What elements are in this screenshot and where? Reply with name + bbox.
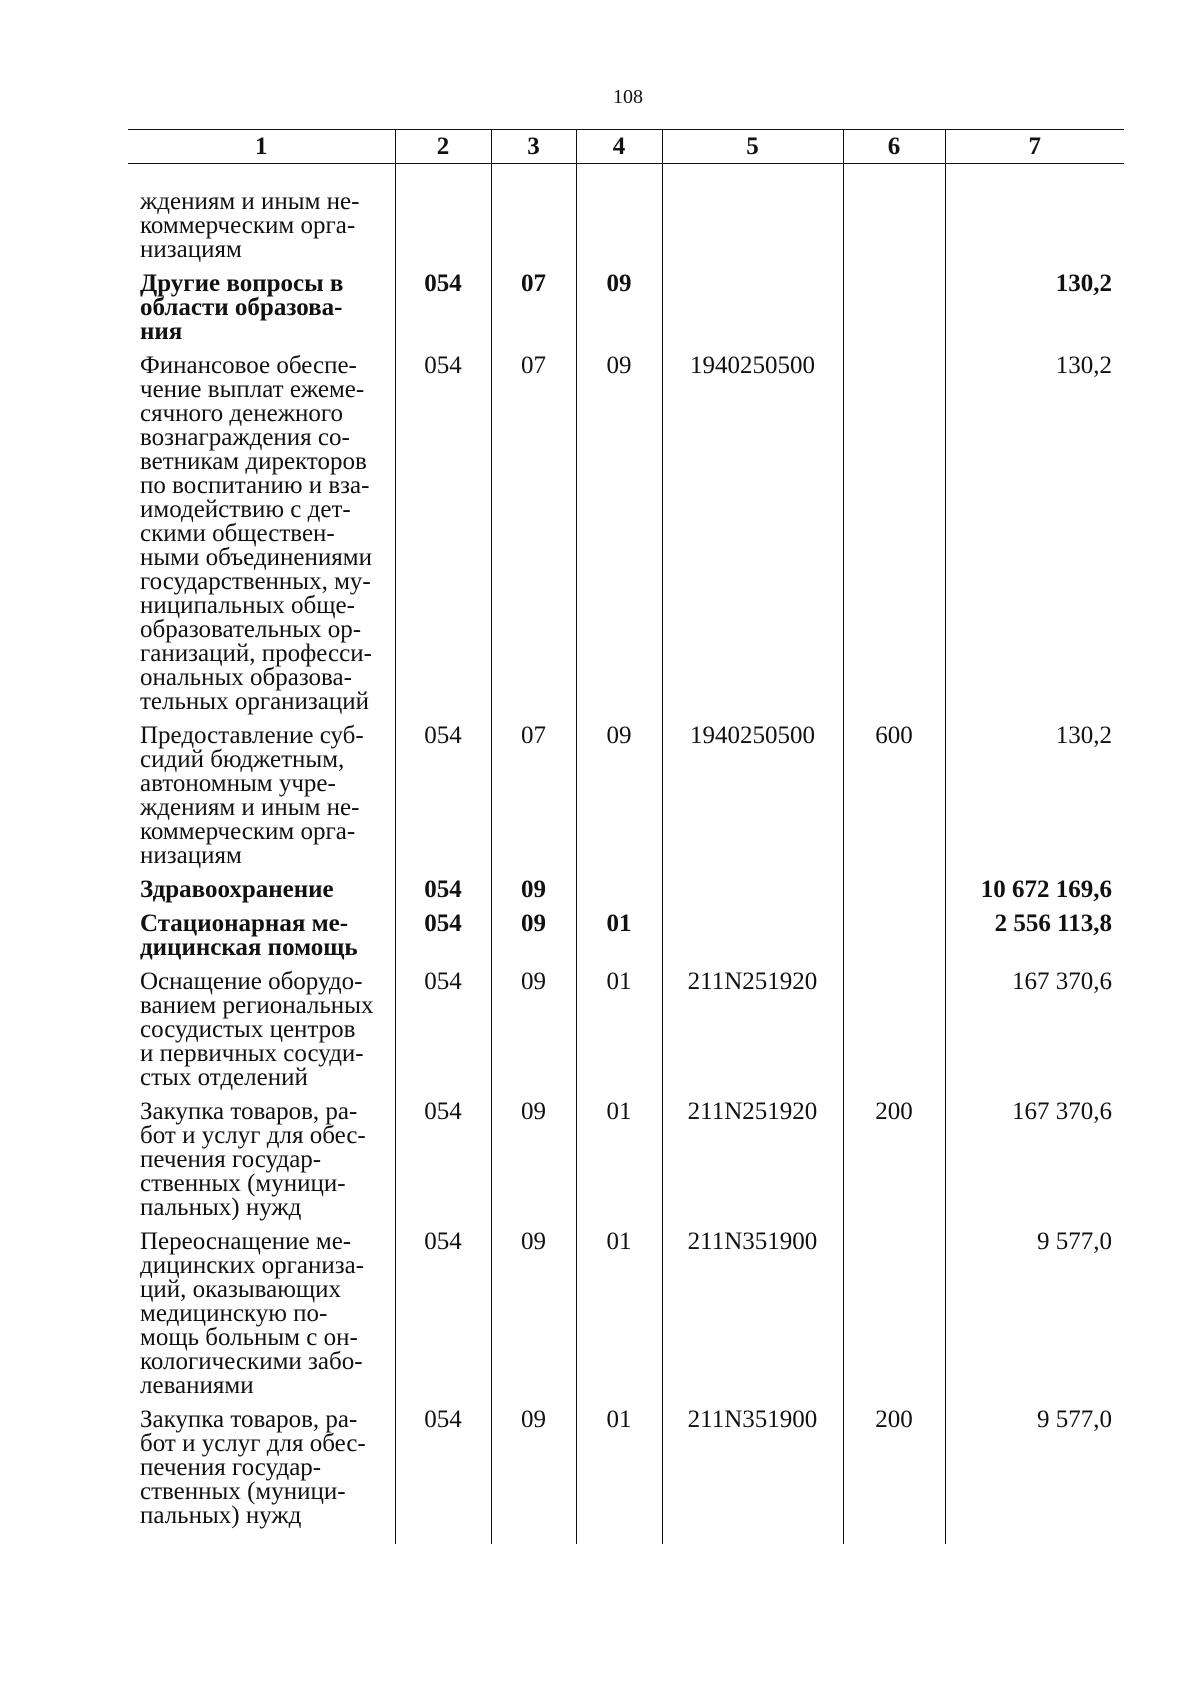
target-article-code: 211N351900 <box>662 1230 843 1408</box>
section-code: 09 <box>491 1408 576 1544</box>
line-item-name: Стационарная ме- дицинская помощь <box>140 910 358 961</box>
table-row <box>128 1408 1124 1544</box>
ministry-code: 054 <box>395 912 491 970</box>
target-article-code <box>662 164 843 273</box>
subsection-code: 01 <box>576 1408 662 1544</box>
column-header-5: 5 <box>662 130 843 164</box>
table-row <box>128 970 1124 1100</box>
amount: 167 370,6 <box>945 1100 1124 1230</box>
table-row <box>128 724 1124 878</box>
line-item-name: Закупка товаров, ра- бот и услуг для обес- печения государ- ственных (муници- пальных) нужд <box>140 1098 366 1221</box>
section-code: 07 <box>491 724 576 878</box>
column-header-1: 1 <box>128 130 395 164</box>
column-header-2: 2 <box>395 130 491 164</box>
table-row <box>128 912 1124 970</box>
expense-type-code <box>843 354 945 724</box>
expense-type-code: 200 <box>843 1408 945 1544</box>
amount: 130,2 <box>945 354 1124 724</box>
ministry-code: 054 <box>395 354 491 724</box>
subsection-code: 09 <box>576 724 662 878</box>
target-article-code: 211N251920 <box>662 970 843 1100</box>
section-code <box>491 164 576 273</box>
header-row <box>128 130 1124 164</box>
section-code: 09 <box>491 878 576 912</box>
table-row <box>128 164 1124 273</box>
table-body <box>128 164 1124 1545</box>
amount: 9 577,0 <box>945 1408 1124 1544</box>
subsection-code: 09 <box>576 354 662 724</box>
target-article-code <box>662 912 843 970</box>
subsection-code: 01 <box>576 1230 662 1408</box>
amount <box>945 164 1124 273</box>
line-item-name: Переоснащение ме- дицинских организа- ций, оказывающих медицинскую по- мощь больным с он- кологическими забо- леваниями <box>140 1228 365 1399</box>
section-code: 09 <box>491 970 576 1100</box>
line-item-name: Оснащение оборудо- ванием региональных сосудистых центров и первичных сосуди- стых отделений <box>140 968 374 1091</box>
target-article-code <box>662 272 843 354</box>
amount: 167 370,6 <box>945 970 1124 1100</box>
amount: 9 577,0 <box>945 1230 1124 1408</box>
section-code: 09 <box>491 1100 576 1230</box>
line-item-name: Финансовое обеспе- чение выплат ежеме- сячного денежного вознаграждения со- ветникам директоров по воспитанию и вза- имодействию с дет- скими обществен- ными объединениями государственных, му- ниципальных обще- образовательных ор- ганизаций, професси- ональных образова- тельных организаций <box>140 352 372 715</box>
expense-type-code <box>843 878 945 912</box>
ministry-code: 054 <box>395 724 491 878</box>
table-row <box>128 272 1124 354</box>
column-header-4: 4 <box>576 130 662 164</box>
section-code: 09 <box>491 912 576 970</box>
line-item-name: ждениям и иным не- коммерческим орга- низациям <box>140 188 360 263</box>
target-article-code: 1940250500 <box>662 724 843 878</box>
ministry-code: 054 <box>395 970 491 1100</box>
amount: 130,2 <box>945 272 1124 354</box>
subsection-code: 01 <box>576 912 662 970</box>
expense-type-code <box>843 272 945 354</box>
ministry-code <box>395 164 491 273</box>
subsection-code: 01 <box>576 970 662 1100</box>
table-row <box>128 354 1124 724</box>
ministry-code: 054 <box>395 272 491 354</box>
expense-type-code: 200 <box>843 1100 945 1230</box>
subsection-code <box>576 878 662 912</box>
line-item-name: Закупка товаров, ра- бот и услуг для обес- печения государ- ственных (муници- пальных) нужд <box>140 1406 366 1529</box>
expense-type-code <box>843 164 945 273</box>
target-article-code: 211N251920 <box>662 1100 843 1230</box>
table-row <box>128 878 1124 912</box>
column-header-3: 3 <box>491 130 576 164</box>
column-header-7: 7 <box>945 130 1124 164</box>
subsection-code: 09 <box>576 272 662 354</box>
target-article-code: 1940250500 <box>662 354 843 724</box>
amount: 2 556 113,8 <box>945 912 1124 970</box>
subsection-code <box>576 164 662 273</box>
ministry-code: 054 <box>395 878 491 912</box>
expense-type-code: 600 <box>843 724 945 878</box>
ministry-code: 054 <box>395 1230 491 1408</box>
table-row <box>128 1100 1124 1230</box>
line-item-name: Здравоохранение <box>140 876 334 903</box>
ministry-code: 054 <box>395 1408 491 1544</box>
expense-type-code <box>843 1230 945 1408</box>
section-code: 07 <box>491 272 576 354</box>
line-item-name: Предоставление суб- сидий бюджетным, автономным учре- ждениям и иным не- коммерческим орга- низациям <box>140 722 364 869</box>
column-header-6: 6 <box>843 130 945 164</box>
line-item-name: Другие вопросы в области образова- ния <box>140 270 344 345</box>
expense-type-code <box>843 912 945 970</box>
amount: 130,2 <box>945 724 1124 878</box>
target-article-code: 211N351900 <box>662 1408 843 1544</box>
ministry-code: 054 <box>395 1100 491 1230</box>
section-code: 07 <box>491 354 576 724</box>
target-article-code <box>662 878 843 912</box>
section-code: 09 <box>491 1230 576 1408</box>
page-number: 108 <box>613 86 643 108</box>
subsection-code: 01 <box>576 1100 662 1230</box>
table-row <box>128 1230 1124 1408</box>
budget-table <box>128 129 1124 1544</box>
amount: 10 672 169,6 <box>945 878 1124 912</box>
expense-type-code <box>843 970 945 1100</box>
